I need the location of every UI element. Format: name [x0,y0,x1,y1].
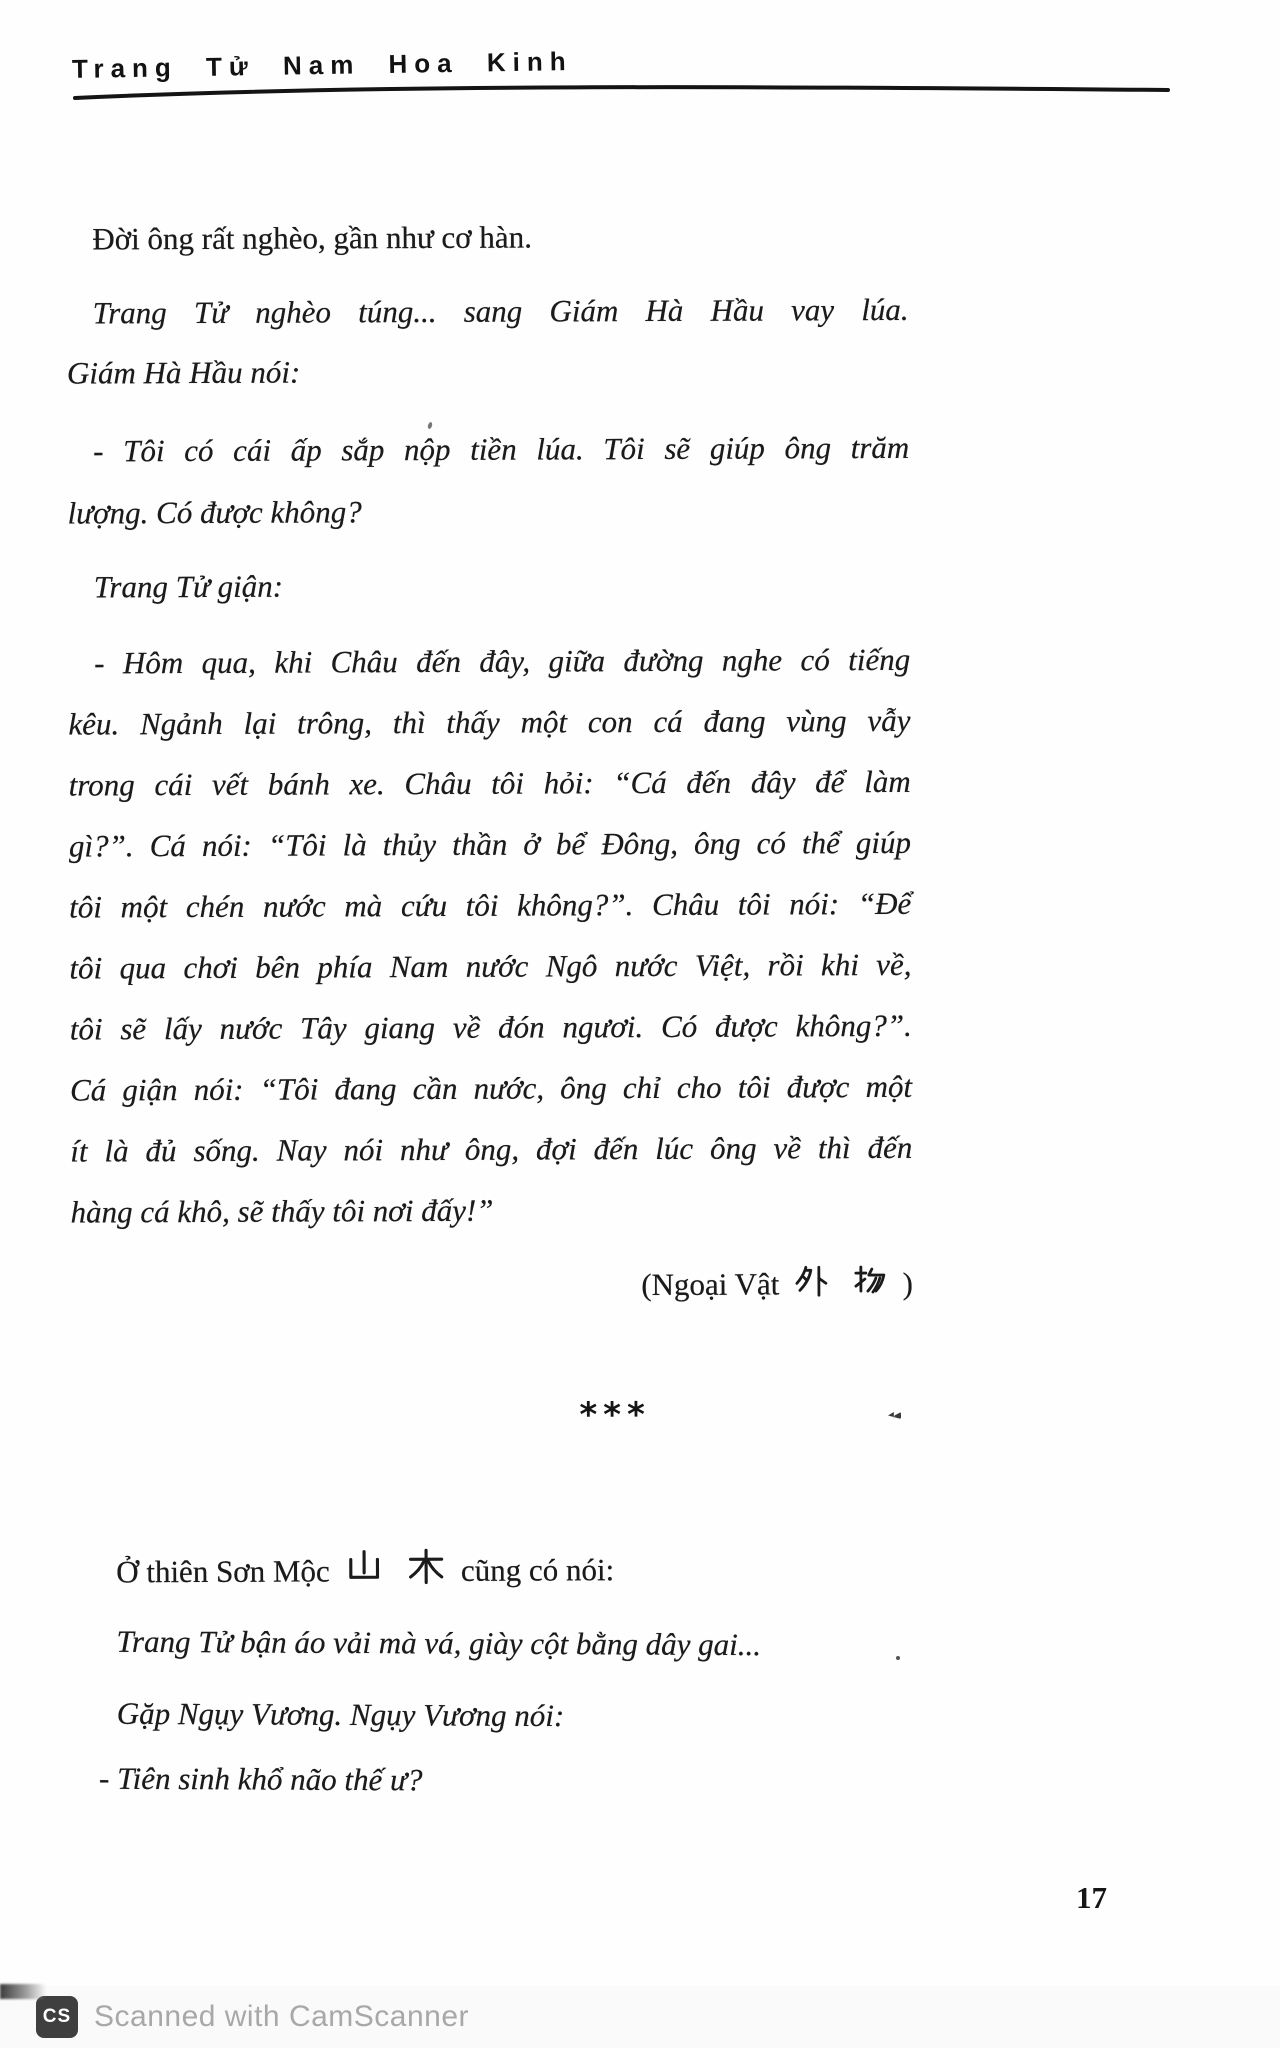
text-line-p5-10: hàng cá khô, sẽ thấy tôi nơi đấy!” [70,1192,494,1230]
scan-smudge [0,1984,46,1999]
text-line-p2-1: Trang Tử nghèo túng... sang Giám Hà Hầu vay lúa. [92,291,909,331]
attribution-cjk [787,1266,903,1302]
p6-prefix: Ở thiên Sơn Mộc [116,1553,330,1590]
hanzi-shan-icon [344,1547,384,1587]
page-number: 17 [1076,1880,1107,1915]
scan-artifact [896,1656,900,1660]
text-line-p5-9: ít là đủ sống. Nay nói như ông, đợi đến lúc ông về thì đến [70,1129,913,1169]
text-line-p4: Trang Tử giận: [93,568,284,605]
text-line-p5-1: - Hôm qua, khi Châu đến đây, giữa đường nghe có tiếng [94,641,911,681]
attribution-prefix: (Ngoại Vật [641,1266,780,1303]
text-line-p9: - Tiên sinh khổ não thế ư? [98,1760,423,1798]
text-line-p3-2: lượng. Có được không? [67,494,362,531]
text-line-p2-2: Giám Hà Hầu nói: [66,354,301,391]
text-line-p8: Gặp Ngụy Vương. Ngụy Vương nói: [116,1695,565,1734]
text-line-p5-8: Cá giận nói: “Tôi đang cần nước, ông chỉ cho tôi được một [69,1068,913,1108]
hanzi-wu-icon [852,1264,888,1300]
hanzi-wai-icon [794,1264,830,1300]
text-line-p5-2: kêu. Ngảnh lại trông, thì thấy một con cá đang vùng vẫy [68,702,911,742]
text-line-p1: Đời ông rất nghèo, gần như cơ hàn. [92,219,532,257]
attribution-suffix: ) [902,1265,913,1301]
text-line-p3-1: - Tôi có cái ấp sắp nộp tiền lúa. Tôi sẽ giúp ông trăm [93,429,910,469]
camscanner-logo-icon: CS [36,1996,78,2038]
text-line-p7: Trang Tử bận áo vải mà vá, giày cột bằng dây gai... [116,1623,762,1663]
text-line-p5-7: tôi sẽ lấy nước Tây giang về đón ngươi. Có được không?”. [69,1007,912,1047]
p6-suffix: cũng có nói: [460,1552,615,1588]
hanzi-mu-icon [406,1547,446,1587]
camscanner-watermark-text: Scanned with CamScanner [94,2000,470,2033]
text-line-p5-5: tôi một chén nước mà cứu tôi không?”. Châu tôi nói: “Để [69,885,912,925]
camscanner-bar [0,1986,1280,2048]
section-separator: *** [579,1395,651,1436]
text-line-p5-6: tôi qua chơi bên phía Nam nước Ngô nước Việt, rồi khi về, [69,946,912,986]
p6-cjk [337,1553,461,1589]
text-line-p5-4: gì?”. Cá nói: “Tôi là thủy thần ở bể Đông, ông có thể giúp [68,824,912,864]
attribution-line [71,1264,913,1308]
running-header-title: Trang Tử Nam Hoa Kinh [71,46,573,84]
text-line-p6 [72,1545,914,1593]
text-line-p5-3: trong cái vết bánh xe. Châu tôi hỏi: “Cá đến đây để làm [68,763,911,803]
